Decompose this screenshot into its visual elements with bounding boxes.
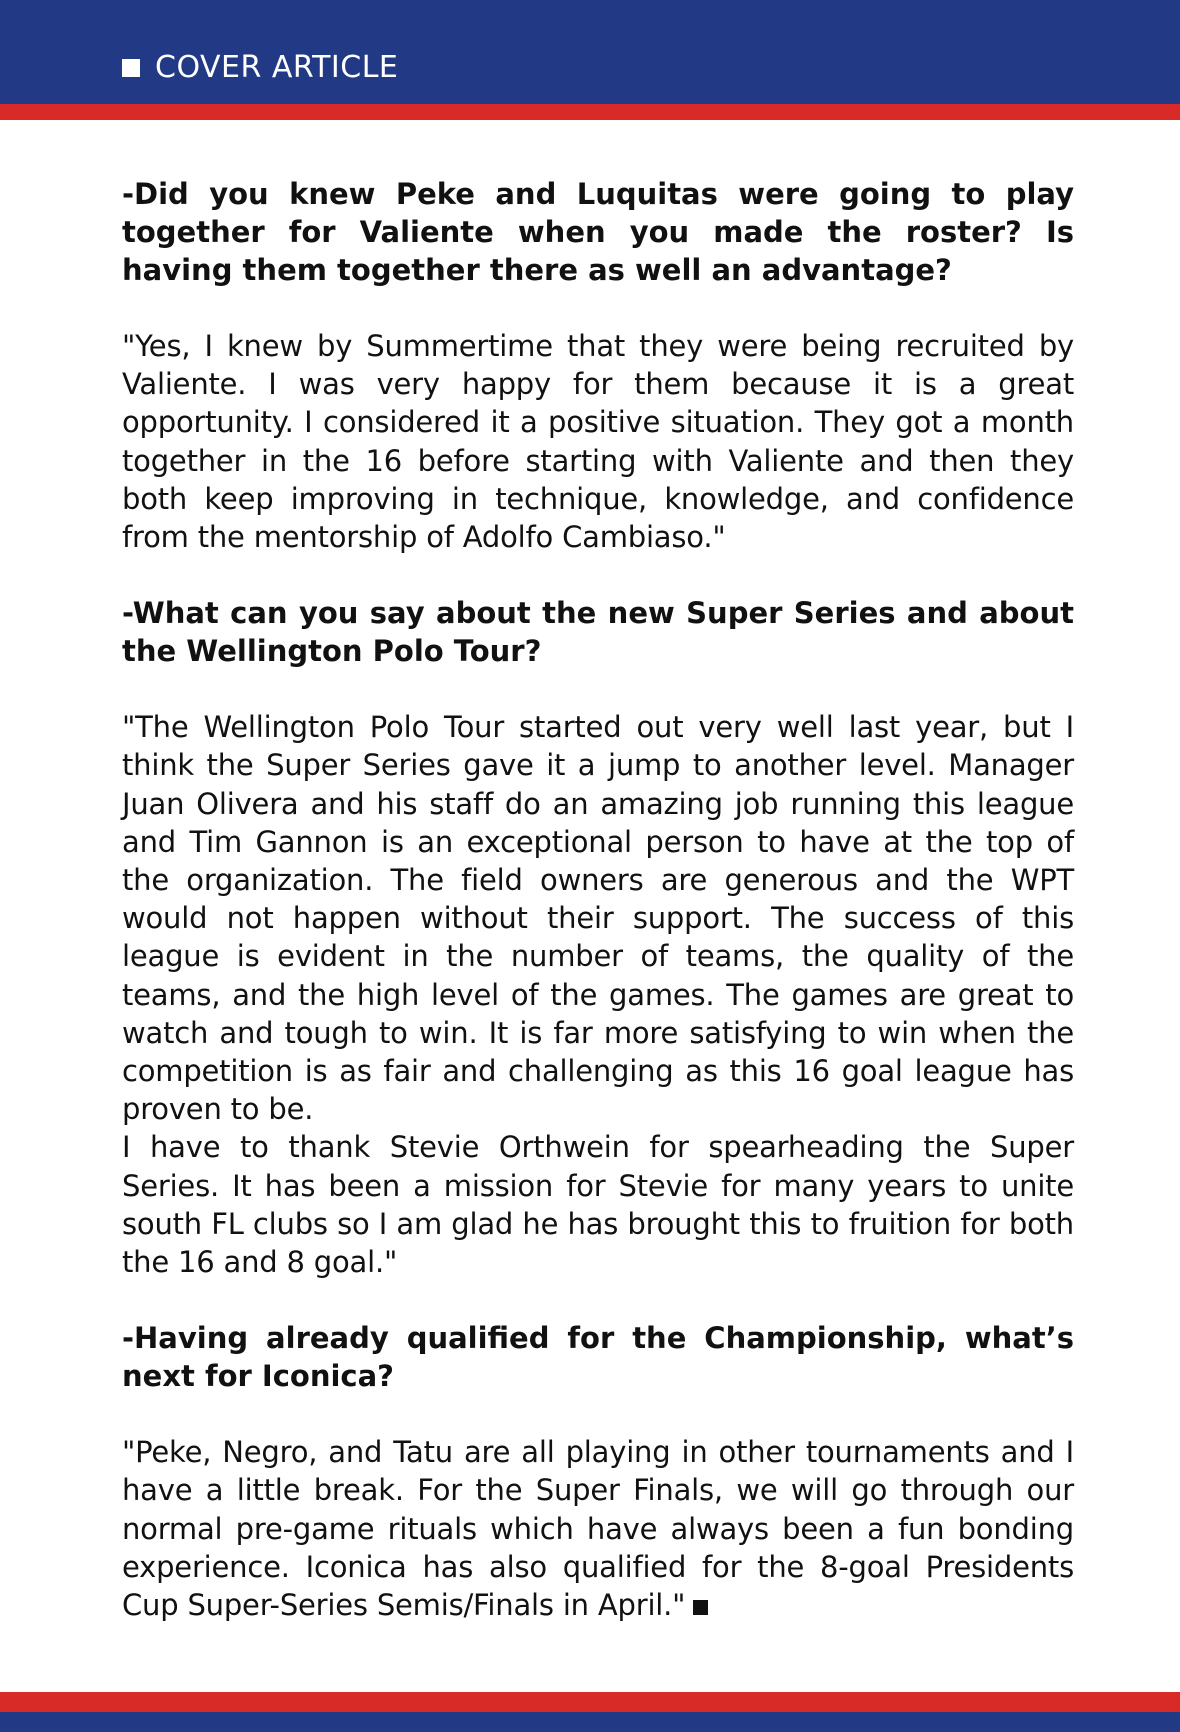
qa-block-3 bbox=[122, 1319, 1074, 1624]
question-3: -Having already qualified for the Championship, what’s next for Iconica? bbox=[122, 1321, 1074, 1394]
question-2: -What can you say about the new Super Series and about the Wellington Polo Tour? bbox=[122, 596, 1074, 669]
section-label bbox=[122, 50, 398, 85]
answer-3-wrapper bbox=[122, 1433, 1074, 1624]
header-stripe bbox=[0, 104, 1180, 120]
footer-stripe bbox=[0, 1692, 1180, 1712]
qa-block-2 bbox=[122, 594, 1074, 1281]
end-square-icon bbox=[693, 1600, 708, 1615]
answer-3: "Peke, Negro, and Tatu are all playing in other tournaments and I have a little break. For the Super Finals, we will go through our normal pre-game rituals which have always been a fun bonding experience. Iconica has also qualified for the 8-goal Presidents Cup Super-Series Semis/Finals in April." bbox=[122, 1435, 1074, 1623]
footer-band bbox=[0, 1712, 1180, 1732]
square-bullet-icon bbox=[122, 59, 140, 77]
section-label-text: COVER ARTICLE bbox=[155, 50, 399, 85]
question-1: -Did you knew Peke and Luquitas were going to play together for Valiente when you made the roster? Is having them together there as well an advantage? bbox=[122, 177, 1074, 287]
answer-1: "Yes, I knew by Summertime that they were being recruited by Valiente. I was very happy for them because it is a great opportunity. I considered it a positive situation. They got a month together in the 16 before starting with Valiente and then they both keep improving in technique, knowledge, and confidence from the mentorship of Adolfo Cambiaso." bbox=[122, 329, 1074, 555]
answer-2-paragraph-1: "The Wellington Polo Tour started out very well last year, but I think the Super Series gave it a jump to another level. Manager Juan Olivera and his staff do an amazing job running this league and Tim Gannon is an exceptional person to have at the top of the organization. The field owners are generous and the WPT would not happen without their support. The success of this league is evident in the number of teams, the quality of the teams, and the high level of the games. The games are great to watch and tough to win. It is far more satisfying to win when the competition is as fair and challenging as this 16 goal league has proven to be. bbox=[122, 710, 1074, 1127]
qa-block-1 bbox=[122, 175, 1074, 556]
article-body bbox=[122, 175, 1074, 1624]
answer-2-paragraph-2: I have to thank Stevie Orthwein for spearheading the Super Series. It has been a mission for Stevie for many years to unite south FL clubs so I am glad he has brought this to fruition for both the 16 and 8 goal." bbox=[122, 1130, 1074, 1280]
